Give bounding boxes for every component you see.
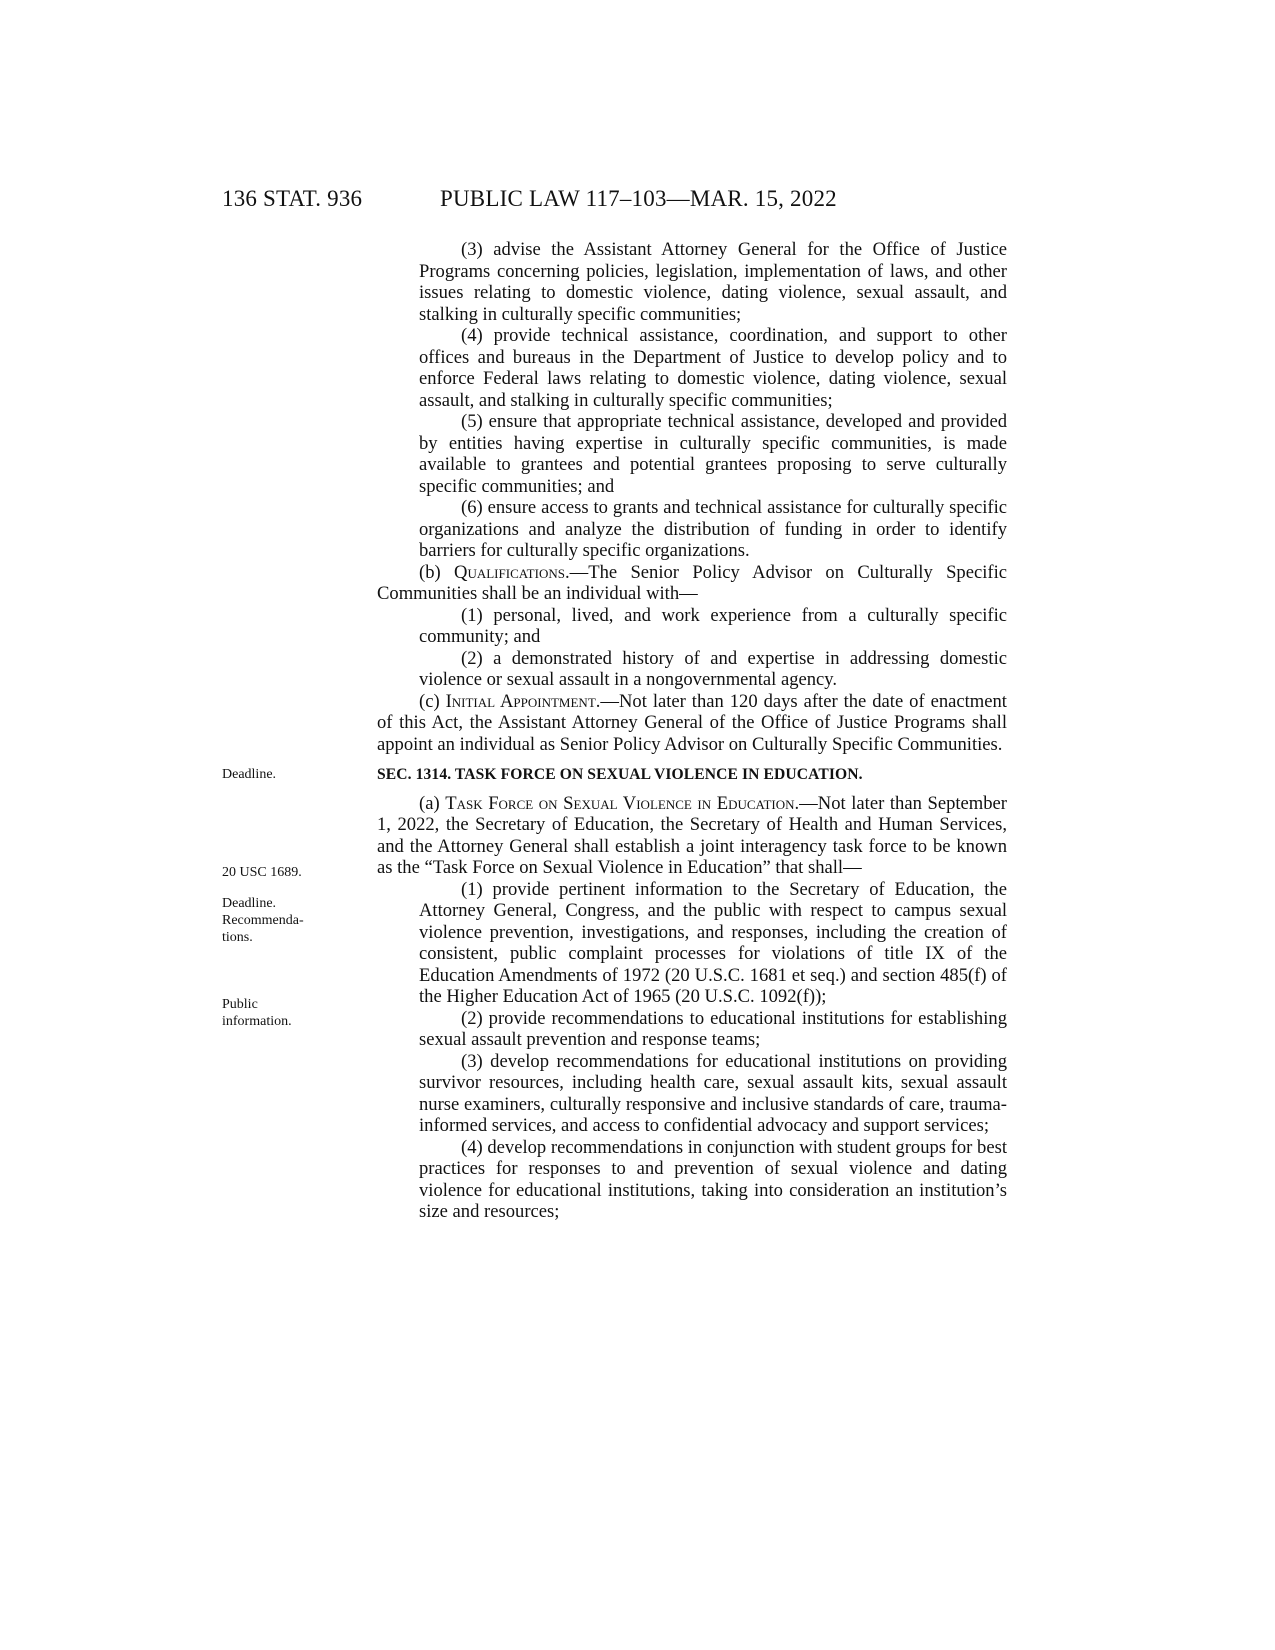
running-head — [0, 186, 1275, 218]
task-force-paragraph-4: (4) develop recommendations in conjunction with student groups for best practices for responses to and prevention of sexual violence and dating violence for educational institutions, taking into consideration an institution’s size and resources; — [419, 1136, 1007, 1222]
stat-citation: 136 STAT. 936 — [222, 186, 363, 211]
subsection-b-heading: Qualifications — [454, 561, 565, 583]
paragraph-a4: (4) provide technical assistance, coordination, and support to other offices and bureaus in the Department of Justice to develop policy and to enforce Federal laws relating to domestic violence, dating violence, sexual assault, and stalking in culturally specific communities; — [419, 325, 1007, 411]
paragraph-b1: (1) personal, lived, and work experience from a culturally specific community; and — [419, 604, 1007, 647]
task-force-paragraph-2: (2) provide recommendations to educational institutions for establishing sexual assault prevention and response teams; — [419, 1007, 1007, 1050]
main-text — [377, 239, 1007, 1223]
paragraph-a6: (6) ensure access to grants and technical assistance for culturally specific organizations and analyze the distribution of funding in order to identify barriers for culturally specific organizations. — [419, 497, 1007, 561]
subsection-c-label: (c) — [419, 690, 446, 712]
subsection-c-heading: Initial Appointment — [445, 690, 596, 712]
task-force-a-label: (a) — [419, 792, 446, 814]
task-force-a-heading: Task Force on Sexual Violence in Education — [445, 792, 795, 814]
subsection-c-text: .—Not later than 120 days after the date of enactment of this Act, the Assistant Attorney General of the Office of Justice Programs shall appoint an individual as Senior Policy Advisor on Culturally Specific Communities. — [377, 690, 1007, 755]
margin-note-usc-citation: 20 USC 1689. — [222, 865, 302, 880]
paragraph-b2: (2) a demonstrated history of and expertise in addressing domestic violence or sexual assault in a nongovernmental agency. — [419, 647, 1007, 690]
section-heading: SEC. 1314. TASK FORCE ON SEXUAL VIOLENCE IN EDUCATION. — [377, 766, 863, 783]
task-force-paragraph-3: (3) develop recommendations for educational institutions on providing survivor resources, including health care, sexual assault kits, sexual assault nurse examiners, culturally responsive and inclusive standards of care, trauma-informed services, and access to confidential advocacy and support services; — [419, 1050, 1007, 1136]
subsection-b — [377, 562, 1007, 605]
margin-note-deadline-2: Deadline. — [222, 896, 277, 911]
margin-note-deadline: Deadline. — [222, 767, 277, 782]
task-force-paragraph-1: (1) provide pertinent information to the Secretary of Education, the Attorney General, Congress, and the public with respect to campus sexual violence prevention, investigations, and responses, including the creation of consistent, public complaint processes for violations of title IX of the Education Amendments of 1972 (20 U.S.C. 1681 et seq.) and section 485(f) of the Higher Education Act of 1965 (20 U.S.C. 1092(f)); — [419, 878, 1007, 1007]
margin-note-public-information: Public information. — [222, 997, 292, 1029]
law-title: PUBLIC LAW 117–103—MAR. 15, 2022 — [440, 186, 837, 211]
paragraph-a3: (3) advise the Assistant Attorney General for the Office of Justice Programs concerning policies, legislation, implementation of laws, and other issues relating to domestic violence, dating violence, sexual assault, and stalking in culturally specific communities; — [419, 239, 1007, 325]
task-force-subsection-a — [377, 793, 1007, 879]
subsection-b-label: (b) — [419, 561, 455, 583]
margin-note-recommendations: Recommenda-tions. — [222, 913, 304, 945]
paragraph-a5: (5) ensure that appropriate technical assistance, developed and provided by entities having expertise in culturally specific communities, is made available to grantees and potential grantees proposing to serve culturally specific communities; and — [419, 411, 1007, 497]
subsection-b-text: .—The Senior Policy Advisor on Culturally Specific Communities shall be an individual with— — [377, 561, 1007, 604]
task-force-a-text: .—Not later than September 1, 2022, the Secretary of Education, the Secretary of Health and Human Services, and the Attorney General shall establish a joint interagency task force to be known as the “Task Force on Sexual Violence in Education” that shall— — [377, 792, 1007, 878]
subsection-c — [377, 691, 1007, 756]
